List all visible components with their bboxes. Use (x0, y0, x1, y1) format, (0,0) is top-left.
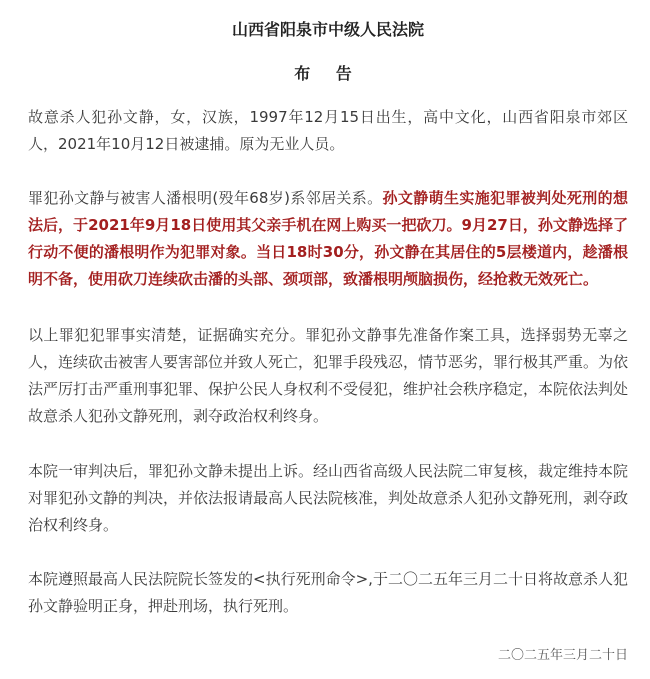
document-title: 布 告 (294, 64, 362, 83)
paragraph-appeal-review: 本院一审判决后，罪犯孙文静未提出上诉。经山西省高级人民法院二审复核，裁定维持本院对罪犯孙文静的判决，并依法报请最高人民法院核准，判处故意杀人犯孙文静死刑，剥夺政治权利终身。 (28, 462, 629, 534)
crime-facts-intro: 罪犯孙文静与被害人潘根明(殁年68岁)系邻居关系。 (28, 189, 383, 207)
court-name: 山西省阳泉市中级人民法院 (231, 20, 424, 39)
paragraph-verdict-reasoning: 以上罪犯犯罪事实清楚，证据确实充分。罪犯孙文静事先准备作案工具，选择弱势无辜之人，连续砍击被害人要害部位并致人死亡，犯罪手段残忍，情节恶劣，罪行极其严重。为依法严厉打击严重刑事犯罪、保护公民人身权利不受侵犯，维护社会秩序稳定，本院依法判处故意杀人犯孙文静死刑，剥夺政治权利终身。 (28, 326, 629, 425)
issue-date: 二〇二五年三月二十日 (497, 648, 628, 663)
paragraph-criminal-info: 故意杀人犯孙文静，女，汉族，1997年12月15日出生，高中文化，山西省阳泉市郊区人，2021年10月12日被逮捕。原为无业人员。 (28, 108, 628, 153)
paragraph-crime-facts (28, 185, 628, 293)
crime-facts-highlight: 孙文静萌生实施犯罪被判处死刑的想法后，于2021年9月18日使用其父亲手机在网上购买一把砍刀。9月27日，孙文静选择了行动不便的潘根明作为犯罪对象。当日18时30分，孙文静在其居住的5层楼道内，趁潘根明不备，使用砍刀连续砍击潘的头部、颈项部，致潘根明颅脑损伤，经抢救无效死亡。 (28, 189, 628, 288)
paragraph-execution: 本院遵照最高人民法院院长签发的<执行死刑命令>,于二〇二五年三月二十日将故意杀人犯孙文静验明正身，押赴刑场，执行死刑。 (28, 570, 628, 615)
